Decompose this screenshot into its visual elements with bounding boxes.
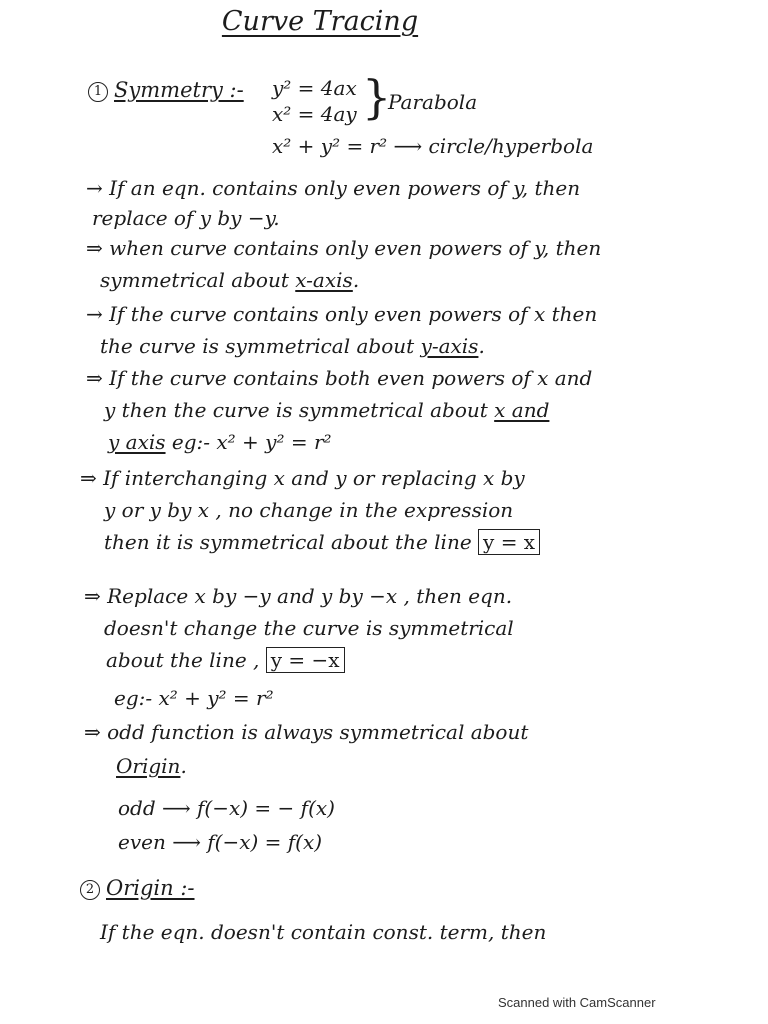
eq-parabola-2: x² = 4ay — [272, 102, 357, 126]
scanner-watermark: Scanned with CamScanner — [498, 995, 656, 1010]
note-line-9-example: eg:- x² + y² = r² — [165, 430, 332, 454]
y-axis-term: y-axis — [420, 334, 479, 358]
note-line-2: replace of y by −y. — [92, 206, 280, 230]
note-line-5: → If the curve contains only even powers of x then — [86, 302, 598, 326]
section-2-line: If the eqn. doesn't contain const. term, then — [100, 920, 547, 944]
origin-term: Origin — [116, 754, 181, 778]
page-title: Curve Tracing — [221, 6, 419, 37]
note-line-6 — [100, 334, 485, 358]
line-y-equals-x-box: y = x — [478, 529, 540, 555]
section-2-heading — [80, 876, 195, 900]
note-line-13: ⇒ Replace x by −y and y by −x , then eqn. — [84, 584, 513, 608]
note-line-18 — [116, 754, 187, 778]
note-line-4-end: . — [352, 268, 360, 292]
symmetry-heading: Symmetry :- — [114, 78, 244, 102]
section-1-number: 1 — [88, 82, 108, 102]
note-line-6-end: . — [478, 334, 485, 358]
origin-heading: Origin :- — [106, 876, 195, 900]
note-line-10: ⇒ If interchanging x and y or replacing x by — [80, 466, 525, 490]
line-y-equals-neg-x-box: y = −x — [266, 647, 345, 673]
x-axis-term: x-axis — [295, 268, 353, 292]
note-line-16: eg:- x² + y² = r² — [114, 686, 274, 710]
section-2-number: 2 — [80, 880, 100, 900]
note-line-even: even ⟶ f(−x) = f(x) — [118, 830, 323, 854]
brace-glyph: } — [362, 70, 392, 124]
note-line-18-end: . — [180, 754, 187, 778]
note-line-1: → If an eqn. contains only even powers of y, then — [86, 176, 581, 200]
parabola-label: Parabola — [388, 90, 478, 114]
x-and-term: x and — [494, 398, 550, 422]
note-line-8 — [104, 398, 549, 422]
note-line-15 — [106, 648, 345, 672]
eq-circle: x² + y² = r² ⟶ circle/hyperbola — [272, 134, 594, 158]
note-line-odd: odd ⟶ f(−x) = − f(x) — [118, 796, 335, 820]
note-line-14: doesn't change the curve is symmetrical — [104, 616, 514, 640]
note-line-4 — [100, 268, 359, 292]
section-1-heading — [88, 78, 244, 102]
y-axis-term-2: y axis — [108, 430, 166, 454]
note-line-11: y or y by x , no change in the expression — [104, 498, 514, 522]
note-line-15-text: about the line , — [106, 648, 266, 672]
note-line-12-text: then it is symmetrical about the line — [104, 530, 479, 554]
note-line-4-text: symmetrical about — [100, 268, 296, 292]
note-line-12 — [104, 530, 540, 554]
eq-parabola-1: y² = 4ax — [272, 76, 357, 100]
note-line-7: ⇒ If the curve contains both even powers of x and — [86, 366, 593, 390]
note-line-17: ⇒ odd function is always symmetrical about — [84, 720, 529, 744]
note-line-6-text: the curve is symmetrical about — [100, 334, 421, 358]
note-line-9 — [108, 430, 332, 454]
note-line-8-text: y then the curve is symmetrical about — [104, 398, 495, 422]
note-line-3: ⇒ when curve contains only even powers of y, then — [86, 236, 602, 260]
